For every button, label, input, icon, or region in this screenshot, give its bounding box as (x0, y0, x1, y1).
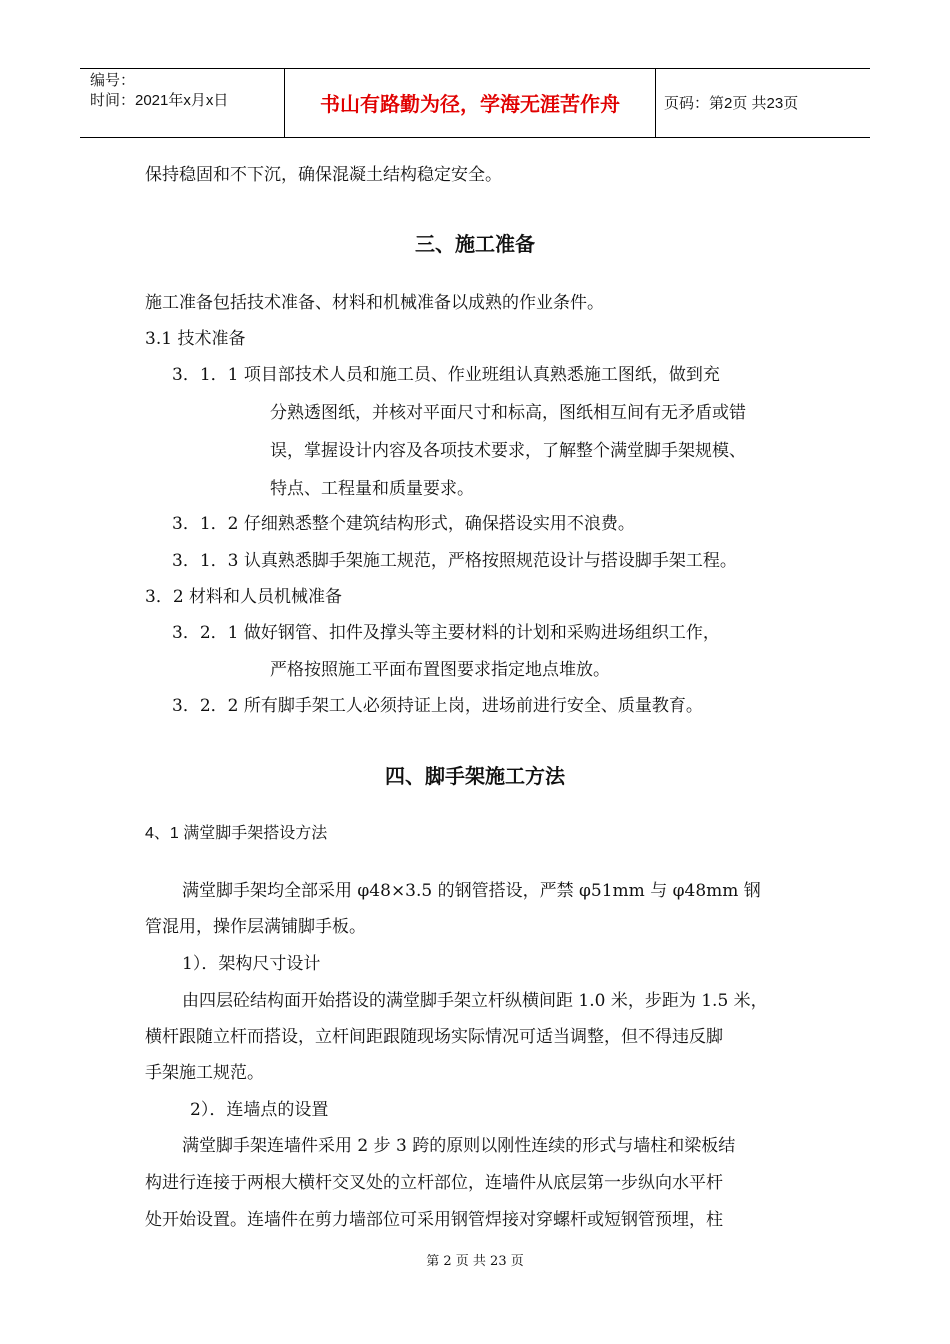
heading-4-1: 4、1 满堂脚手架搭设方法 (145, 825, 328, 842)
paragraph-line: 横杆跟随立杆而搭设，立杆间距跟随现场实际情况可适当调整，但不得违反脚 (145, 1027, 723, 1047)
header-divider (655, 69, 656, 137)
item-3-1-3: 3．1．3 认真熟悉脚手架施工规范，严格按照规范设计与搭设脚手架工程。 (172, 551, 737, 571)
heading-3-1: 3.1 技术准备 (145, 329, 246, 349)
item-3-1-1-cont: 分熟透图纸，并核对平面尺寸和标高，图纸相互间有无矛盾或错 (270, 403, 746, 423)
number-label: 编号： (90, 72, 136, 89)
list-item: 1）．架构尺寸设计 (182, 954, 321, 974)
paragraph-line: 由四层砼结构面开始搭设的满堂脚手架立杆纵横间距 1.0 米，步距为 1.5 米， (182, 991, 768, 1011)
section-3-title: 三、施工准备 (415, 232, 535, 256)
time-label: 时间：2021年x月x日 (90, 92, 229, 109)
item-3-2-1-cont: 严格按照施工平面布置图要求指定地点堆放。 (270, 660, 610, 680)
paragraph-line: 手架施工规范。 (145, 1063, 264, 1083)
section-4-title: 四、脚手架施工方法 (385, 764, 565, 788)
item-3-2-1: 3．2．1 做好钢管、扣件及撑头等主要材料的计划和采购进场组织工作， (172, 623, 720, 643)
paragraph-line: 满堂脚手架连墙件采用 2 步 3 跨的原则以刚性连续的形式与墙柱和梁板结 (182, 1136, 736, 1156)
paragraph-line: 满堂脚手架均全部采用 φ48×3.5 的钢管搭设，严禁 φ51mm 与 φ48mm 钢 (182, 881, 761, 901)
heading-3-2: 3．2 材料和人员机械准备 (145, 587, 343, 607)
item-3-1-1-cont: 误，掌握设计内容及各项技术要求，了解整个满堂脚手架规模、 (270, 441, 746, 461)
paragraph-line: 构进行连接于两根大横杆交叉处的立杆部位，连墙件从底层第一步纵向水平杆 (145, 1173, 723, 1193)
item-3-2-2: 3．2．2 所有脚手架工人必须持证上岗，进场前进行安全、质量教育。 (172, 696, 703, 716)
item-3-1-2: 3．1．2 仔细熟悉整个建筑结构形式，确保搭设实用不浪费。 (172, 514, 635, 534)
header-motto: 书山有路勤为径，学海无涯苦作舟 (320, 91, 620, 116)
paragraph-line: 处开始设置。连墙件在剪力墙部位可采用钢管焊接对穿螺杆或短钢管预埋，柱 (145, 1210, 723, 1230)
body-line: 保持稳固和不下沉，确保混凝土结构稳定安全。 (145, 165, 502, 185)
item-3-1-1: 3．1．1 项目部技术人员和施工员、作业班组认真熟悉施工图纸，做到充 (172, 365, 720, 385)
section-3-intro: 施工准备包括技术准备、材料和机械准备以成熟的作业条件。 (145, 293, 604, 313)
page-footer: 第 2 页 共 23 页 (426, 1254, 524, 1269)
item-3-1-1-cont: 特点、工程量和质量要求。 (270, 479, 474, 499)
header-page-info: 页码：第2页 共23页 (664, 95, 799, 112)
header-meta (90, 71, 228, 111)
paragraph-line: 管混用，操作层满铺脚手板。 (145, 917, 366, 937)
list-item: 2）．连墙点的设置 (190, 1100, 329, 1120)
